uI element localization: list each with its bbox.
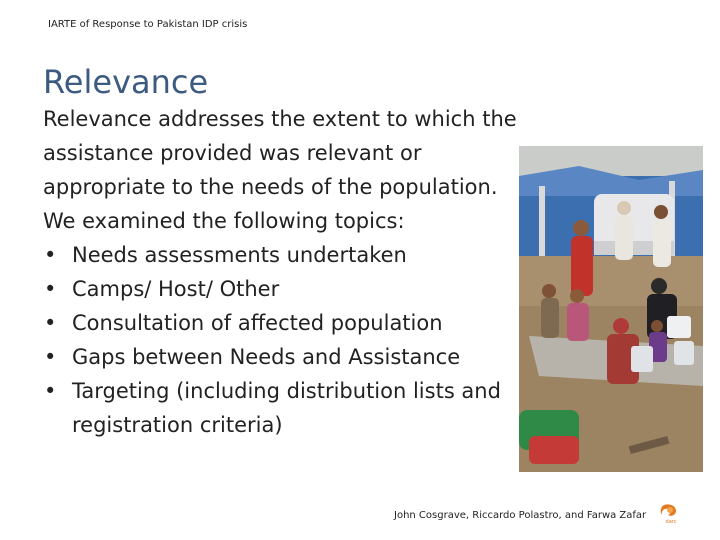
topic-label: Targeting (including distribution lists and registration criteria) — [72, 379, 501, 437]
footer-authors: John Cosgrave, Riccardo Polastro, and Farwa Zafar — [394, 510, 647, 521]
topic-label: Needs assessments undertaken — [72, 243, 407, 267]
topic-item — [43, 272, 523, 306]
slide-header: IARTE of Response to Pakistan IDP crisis — [48, 19, 248, 30]
bullet-icon: • — [44, 243, 57, 267]
svg-text:darc: darc — [665, 519, 677, 525]
bullet-icon: • — [44, 345, 57, 369]
camp-photo — [519, 146, 703, 472]
topic-label: Consultation of affected population — [72, 311, 443, 335]
topic-list — [43, 238, 523, 442]
darc-logo — [656, 503, 686, 525]
topic-label: Gaps between Needs and Assistance — [72, 345, 461, 369]
topic-label: Camps/ Host/ Other — [72, 277, 280, 301]
topic-item — [43, 238, 523, 272]
topic-item — [43, 374, 523, 442]
bullet-icon: • — [44, 277, 57, 301]
slide-body — [43, 102, 523, 442]
slide-title: Relevance — [43, 63, 209, 102]
intro-paragraph: Relevance addresses the extent to which the assistance provided was relevant or appropriate to the needs of the population. We examined the following topics: — [43, 107, 517, 233]
topic-item — [43, 340, 523, 374]
bullet-icon: • — [44, 311, 57, 335]
bullet-icon: • — [44, 379, 57, 403]
topic-item — [43, 306, 523, 340]
